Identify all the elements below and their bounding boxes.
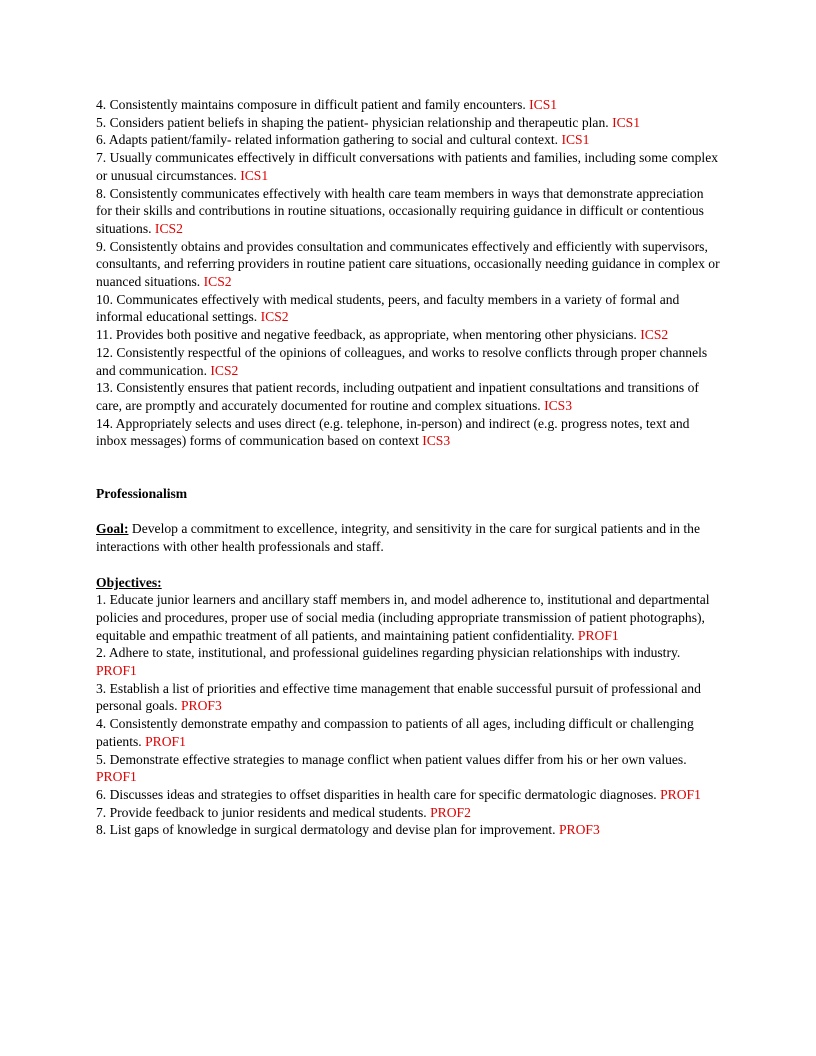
ics-item-14 bbox=[96, 415, 722, 450]
goal-text: Develop a commitment to excellence, integrity, and sensitivity in the care for surgical patients and in the interactions with other health professionals and staff. bbox=[96, 521, 700, 555]
competency-code: PROF1 bbox=[145, 733, 186, 749]
ics-item-10 bbox=[96, 291, 722, 326]
item-text: 3. Establish a list of priorities and effective time management that enable successful pursuit of professional and personal goals. bbox=[96, 680, 701, 714]
professionalism-objectives-list bbox=[96, 591, 722, 839]
item-text: 8. List gaps of knowledge in surgical dermatology and devise plan for improvement. bbox=[96, 822, 559, 838]
competency-code: ICS1 bbox=[240, 167, 269, 183]
item-text: 4. Consistently demonstrate empathy and compassion to patients of all ages, including difficult or challenging patients. bbox=[96, 716, 694, 749]
ics-item-5 bbox=[96, 114, 722, 132]
item-text: 11. Provides both positive and negative feedback, as appropriate, when mentoring other physicians. bbox=[96, 327, 641, 343]
goal-paragraph bbox=[96, 520, 722, 555]
item-text: 5. Considers patient beliefs in shaping the patient- physician relationship and therapeutic plan. bbox=[96, 114, 613, 130]
objectives-heading bbox=[96, 574, 722, 592]
competency-code: PROF1 bbox=[577, 627, 619, 643]
item-text: 1. Educate junior learners and ancillary staff members in, and model adherence to, institutional and departmental policies and procedures, proper use of social media (including appropriate transmission of patient photographs), equitable and empathic treatment of all patients, and maintaining patient confidentiality. bbox=[96, 592, 710, 643]
section-spacer bbox=[96, 503, 722, 521]
item-text: 13. Consistently ensures that patient records, including outpatient and inpatient consultations and transitions of care, are promptly and accurately documented for routine and complex situations. bbox=[96, 380, 699, 413]
prof-objective-1 bbox=[96, 591, 722, 644]
goal-label: Goal: bbox=[96, 521, 129, 537]
competency-code: PROF3 bbox=[558, 822, 600, 838]
competency-code: PROF1 bbox=[96, 769, 137, 785]
prof-objective-8 bbox=[96, 821, 722, 839]
ics-item-9 bbox=[96, 238, 722, 291]
competency-code: ICS1 bbox=[612, 114, 641, 130]
competency-code: ICS2 bbox=[210, 362, 239, 378]
prof-objective-2 bbox=[96, 644, 722, 679]
item-text: 7. Usually communicates effectively in difficult conversations with patients and families, including some complex or unusual circumstances. bbox=[96, 150, 719, 183]
ics-item-7 bbox=[96, 149, 722, 184]
item-text: 12. Consistently respectful of the opinions of colleagues, and works to resolve conflicts through proper channels and communication. bbox=[96, 344, 708, 378]
competency-code: ICS1 bbox=[529, 97, 558, 112]
item-text: 5. Demonstrate effective strategies to manage conflict when patient values differ from his or her own values. bbox=[96, 751, 687, 767]
prof-objective-3 bbox=[96, 680, 722, 715]
prof-objective-5 bbox=[96, 751, 722, 786]
section-spacer bbox=[96, 556, 722, 574]
competency-code: PROF3 bbox=[180, 698, 222, 714]
item-text: 4. Consistently maintains composure in difficult patient and family encounters. bbox=[96, 97, 530, 112]
prof-objective-7 bbox=[96, 804, 722, 822]
competency-code: PROF1 bbox=[660, 786, 701, 802]
document-page bbox=[96, 96, 722, 839]
competency-code: PROF2 bbox=[430, 804, 471, 820]
ics-item-12 bbox=[96, 344, 722, 379]
section-heading: Professionalism bbox=[96, 486, 188, 502]
competency-code: ICS2 bbox=[203, 274, 232, 290]
competency-code: ICS1 bbox=[561, 132, 590, 148]
competency-code: ICS2 bbox=[260, 309, 289, 325]
ics-item-6 bbox=[96, 131, 722, 149]
item-text: 10. Communicates effectively with medical students, peers, and faculty members in a variety of formal and informal educational settings. bbox=[96, 291, 680, 325]
item-text: 8. Consistently communicates effectively with health care team members in ways that demonstrate appreciation for their skills and contributions in routine situations, occasionally requiring guidance in difficult or contentious situations. bbox=[96, 185, 704, 236]
item-text: 6. Discusses ideas and strategies to offset disparities in health care for specific dermatologic diagnoses. bbox=[96, 786, 661, 802]
competency-code: ICS3 bbox=[422, 433, 451, 449]
item-text: 6. Adapts patient/family- related information gathering to social and cultural context. bbox=[96, 132, 562, 148]
prof-objective-6 bbox=[96, 786, 722, 804]
competency-code: PROF1 bbox=[96, 663, 137, 679]
prof-objective-4 bbox=[96, 715, 722, 750]
item-text: 14. Appropriately selects and uses direct (e.g. telephone, in-person) and indirect (e.g. progress notes, text and inbox messages) forms of communication based on context bbox=[96, 415, 690, 449]
competency-code: ICS3 bbox=[544, 397, 573, 413]
item-text: 7. Provide feedback to junior residents and medical students. bbox=[96, 804, 431, 820]
ics-item-13 bbox=[96, 379, 722, 414]
objectives-label: Objectives: bbox=[96, 574, 162, 590]
competency-code: ICS2 bbox=[154, 220, 183, 236]
competency-code: ICS2 bbox=[640, 327, 669, 343]
ics-item-11 bbox=[96, 326, 722, 344]
section-spacer bbox=[96, 450, 722, 485]
ics-item-8 bbox=[96, 185, 722, 238]
ics-item-4 bbox=[96, 96, 722, 114]
item-text: 9. Consistently obtains and provides consultation and communicates effectively and efficiently with supervisors, consultants, and referring providers in routine patient care situations, occasionally needing guidance in complex or nuanced situations. bbox=[96, 238, 720, 290]
ics-objectives-list bbox=[96, 96, 722, 450]
item-text: 2. Adhere to state, institutional, and professional guidelines regarding physician relationships with industry. bbox=[96, 645, 681, 661]
